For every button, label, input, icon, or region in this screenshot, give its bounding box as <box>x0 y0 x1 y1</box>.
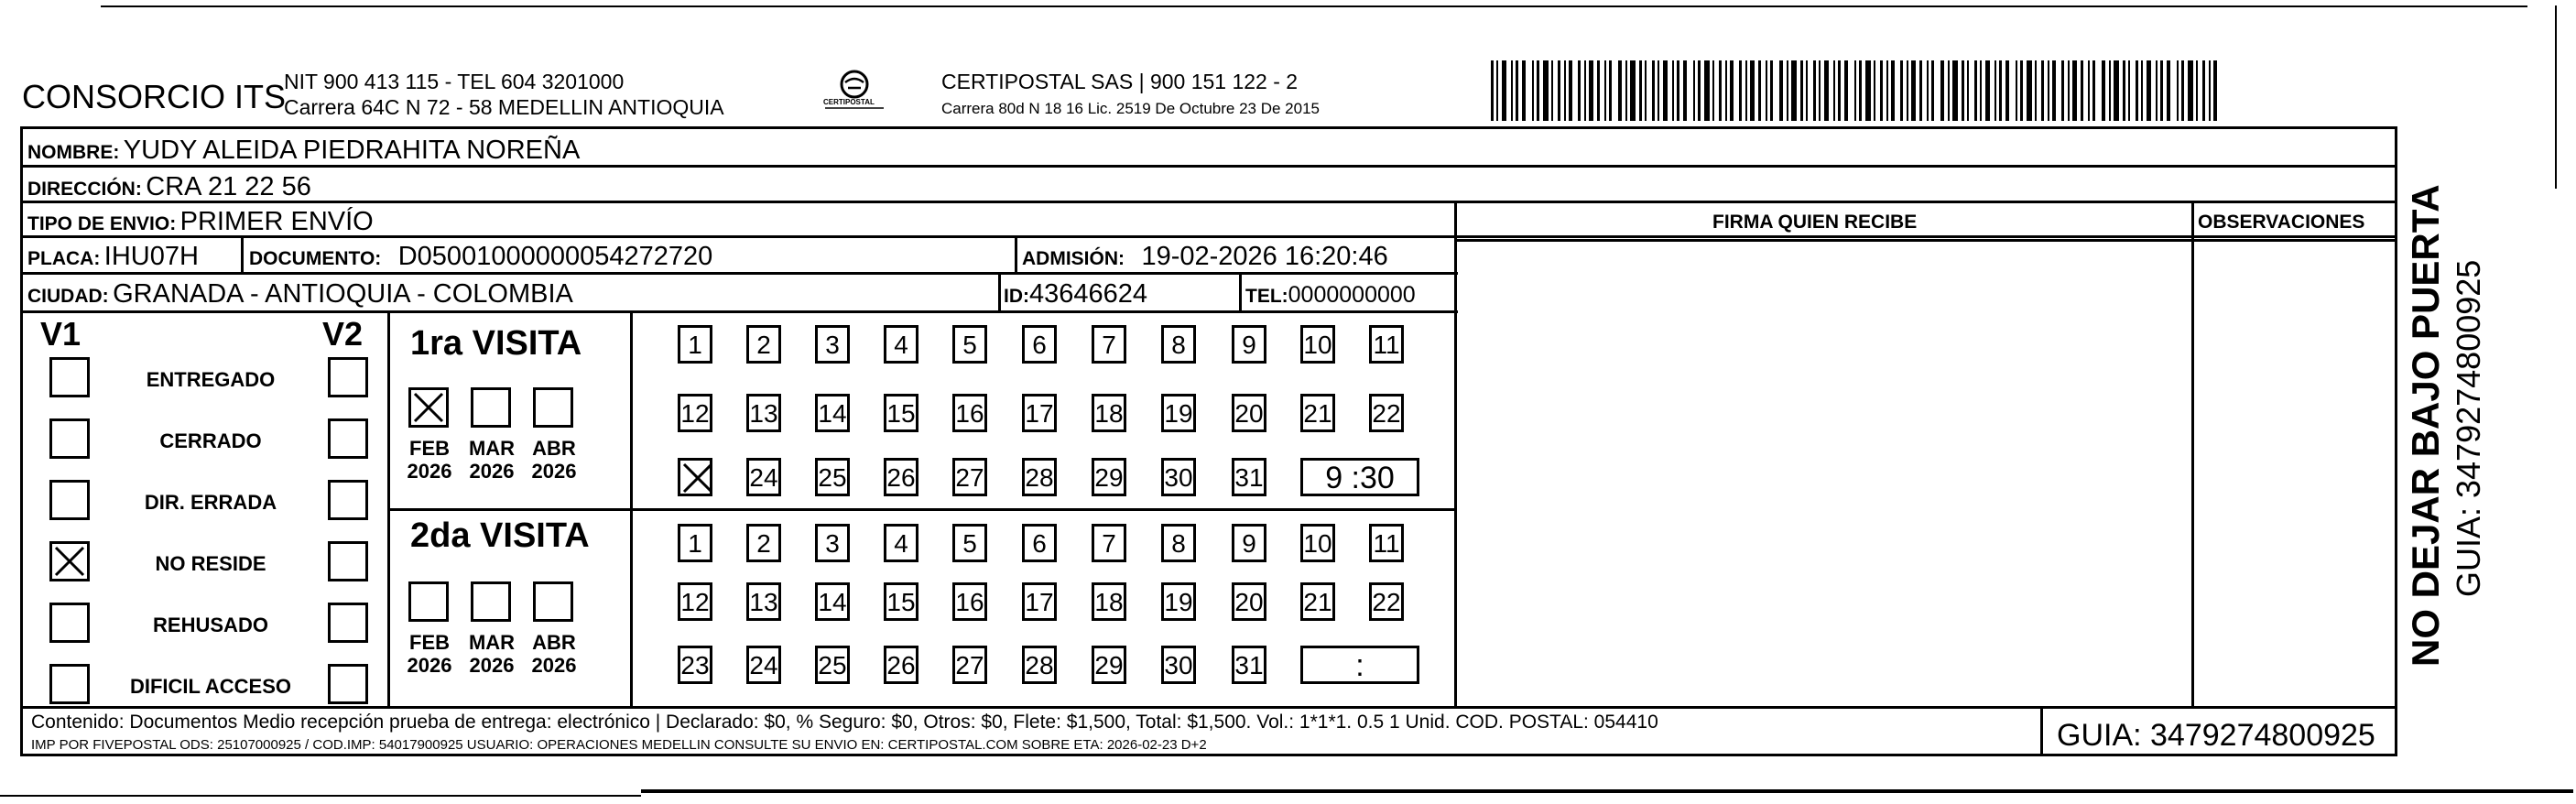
cut-line-bottom <box>0 795 641 797</box>
month-name: MAR <box>468 631 516 654</box>
barcode-bar <box>1739 60 1742 121</box>
barcode-bar <box>1824 60 1829 121</box>
barcode-bar <box>2181 60 2184 121</box>
footer-divider <box>2040 706 2043 756</box>
first-visit-day[interactable]: 14 <box>815 394 850 432</box>
documento-label: DOCUMENTO: <box>249 248 382 269</box>
barcode-bar <box>1838 60 1841 121</box>
ciudad-label: CIUDAD: <box>27 286 109 307</box>
second-visit-day[interactable]: 14 <box>815 582 850 621</box>
cell-divider <box>241 237 244 274</box>
barcode-bar <box>1730 60 1734 121</box>
barcode-bar <box>1750 60 1755 121</box>
id-label: ID: <box>1004 286 1029 307</box>
side-guia: GUIA: 3479274800925 <box>2450 259 2487 597</box>
second-visit-day[interactable]: 28 <box>1022 646 1057 684</box>
placa-label: PLACA: <box>27 248 101 269</box>
cell-divider <box>1239 274 1242 312</box>
barcode-bar <box>1496 60 1498 121</box>
month-label <box>397 437 462 483</box>
first-visit-day[interactable]: 26 <box>884 458 918 496</box>
v2-checkbox[interactable] <box>328 541 368 581</box>
first-visit-day[interactable]: 12 <box>678 394 712 432</box>
first-visit-day[interactable]: 21 <box>1300 394 1335 432</box>
barcode-bar <box>2114 60 2119 121</box>
nombre-label: NOMBRE: <box>27 142 120 163</box>
second-visit-time[interactable]: : <box>1300 646 1419 684</box>
barcode-bar <box>1900 60 1903 121</box>
row-divider <box>20 310 1458 313</box>
first-visit-day[interactable]: 27 <box>952 458 987 496</box>
ciudad-field <box>27 281 573 308</box>
second-visit-day[interactable]: 24 <box>746 646 781 684</box>
barcode-bar <box>1952 60 1958 121</box>
first-visit-day[interactable] <box>678 458 712 496</box>
second-visit-day[interactable]: 4 <box>884 524 918 562</box>
second-visit-day[interactable]: 9 <box>1232 524 1266 562</box>
first-visit-day[interactable]: 11 <box>1369 325 1404 364</box>
barcode-bar <box>1532 60 1534 121</box>
barcode-bar <box>2188 60 2193 121</box>
first-visit-time[interactable]: 9 :30 <box>1300 458 1419 496</box>
second-visit-month-checkbox[interactable] <box>408 581 449 622</box>
side-warning: NO DEJAR BAJO PUERTA <box>2404 184 2447 667</box>
first-visit-month-checkbox[interactable] <box>533 387 573 428</box>
month-name: MAR <box>468 437 516 460</box>
barcode-bar <box>1931 60 1934 121</box>
barcode-bar <box>1645 60 1647 121</box>
barcode-bar <box>1609 60 1612 121</box>
barcode-bar <box>1854 60 1856 121</box>
first-visit-day[interactable]: 3 <box>815 325 850 364</box>
month-label <box>460 437 524 483</box>
direccion-label: DIRECCIÓN: <box>27 179 142 200</box>
second-visit-day[interactable]: 23 <box>678 646 712 684</box>
barcode-bar <box>2141 60 2143 121</box>
barcode-bar <box>1719 60 1722 121</box>
second-visit-day[interactable]: 29 <box>1092 646 1126 684</box>
barcode-bar <box>2035 60 2037 121</box>
second-visit-day[interactable]: 27 <box>952 646 987 684</box>
first-visit-day[interactable]: 31 <box>1232 458 1266 496</box>
month-name: FEB <box>409 437 450 460</box>
second-visit-day[interactable]: 12 <box>678 582 712 621</box>
row-divider <box>20 165 2397 168</box>
first-visit-day[interactable]: 19 <box>1161 394 1196 432</box>
company-name: CONSORCIO ITS <box>22 78 287 115</box>
v2-checkbox[interactable] <box>328 480 368 520</box>
first-visit-day[interactable]: 24 <box>746 458 781 496</box>
second-visit-day[interactable]: 19 <box>1161 582 1196 621</box>
v2-checkbox[interactable] <box>328 418 368 459</box>
second-visit-day[interactable]: 1 <box>678 524 712 562</box>
visit-row-divider <box>387 508 1456 511</box>
tipo-label: TIPO DE ENVIO: <box>27 213 177 234</box>
second-visit-day[interactable]: 30 <box>1161 646 1196 684</box>
second-visit-month-checkbox[interactable] <box>471 581 511 622</box>
barcode-bar <box>2016 60 2017 121</box>
barcode-bar <box>1698 60 1701 121</box>
second-visit-day[interactable]: 16 <box>952 582 987 621</box>
v2-checkbox[interactable] <box>328 664 368 704</box>
cell-divider <box>1015 237 1017 274</box>
first-visit-day[interactable]: 5 <box>952 325 987 364</box>
company-address: Carrera 64C N 72 - 58 MEDELLIN ANTIOQUIA <box>284 95 724 119</box>
status-option-label: ENTREGADO <box>146 368 276 391</box>
cut-line-bottom <box>641 789 2573 793</box>
first-visit-month-checkbox[interactable] <box>471 387 511 428</box>
v1-checkbox[interactable] <box>49 418 90 459</box>
first-visit-day[interactable]: 8 <box>1161 325 1196 364</box>
certipostal-line: CERTIPOSTAL SAS | 900 151 122 - 2 <box>941 70 1299 93</box>
second-visit-day[interactable]: 15 <box>884 582 918 621</box>
cell-divider <box>998 274 1001 312</box>
row-divider <box>20 235 2397 238</box>
barcode-bar <box>1948 60 1950 121</box>
barcode-bar <box>1859 60 1862 121</box>
first-visit-day[interactable]: 7 <box>1092 325 1126 364</box>
barcode-bar <box>1880 60 1883 121</box>
first-visit-day[interactable]: 16 <box>952 394 987 432</box>
second-visit-day[interactable]: 11 <box>1369 524 1404 562</box>
barcode-bar <box>2196 60 2198 121</box>
barcode-bar <box>1584 60 1586 121</box>
documento-field <box>249 244 712 270</box>
barcode-bar <box>1758 60 1761 121</box>
barcode-bar <box>1907 60 1908 121</box>
month-year: 2026 <box>407 654 452 678</box>
first-visit-day[interactable]: 13 <box>746 394 781 432</box>
second-visit-day[interactable]: 7 <box>1092 524 1126 562</box>
col-divider <box>1454 201 1457 709</box>
first-visit-day[interactable]: 17 <box>1022 394 1057 432</box>
barcode-bar <box>1974 60 1977 121</box>
v1-checkbox[interactable] <box>49 357 90 397</box>
barcode-bar <box>1693 60 1695 121</box>
second-visit-day[interactable]: 25 <box>815 646 850 684</box>
second-visit-title: 2da VISITA <box>410 516 590 555</box>
barcode-bar <box>1663 60 1668 121</box>
barcode-bar <box>2109 60 2111 121</box>
first-visit-day[interactable]: 30 <box>1161 458 1196 496</box>
barcode-bar <box>1800 60 1803 121</box>
second-visit-day[interactable]: 20 <box>1232 582 1266 621</box>
direccion-field <box>27 174 311 201</box>
company-nit: NIT 900 413 115 - TEL 604 3201000 <box>284 70 625 93</box>
second-visit-day[interactable]: 5 <box>952 524 987 562</box>
second-visit-day[interactable]: 26 <box>884 646 918 684</box>
barcode-bar <box>1597 60 1600 121</box>
barcode-bar <box>1725 60 1727 121</box>
barcode-bar <box>1522 60 1526 121</box>
month-label <box>522 631 586 678</box>
barcode <box>1491 60 2217 121</box>
barcode-bar <box>1891 60 1895 121</box>
first-visit-day[interactable]: 25 <box>815 458 850 496</box>
ciudad-value: GRANADA - ANTIOQUIA - COLOMBIA <box>113 279 573 309</box>
month-name: ABR <box>532 437 576 460</box>
barcode-bar <box>2202 60 2205 121</box>
barcode-bar <box>1766 60 1767 121</box>
id-field <box>1004 281 1147 308</box>
row-divider <box>20 272 1458 275</box>
first-visit-day[interactable]: 2 <box>746 325 781 364</box>
month-year: 2026 <box>469 654 515 678</box>
barcode-bar <box>1779 60 1783 121</box>
barcode-bar <box>2027 60 2032 121</box>
barcode-bar <box>1502 60 1506 121</box>
barcode-bar <box>2005 60 2009 121</box>
barcode-bar <box>1639 60 1642 121</box>
barcode-bar <box>2092 60 2095 121</box>
contenido-text: Contenido: Documentos Medio recepción prueba de entrega: electrónico | Declarado: $0, % Seguro: $0, Otros: $0, Flete: $1,500, Total: $1,500. Vol.: 1*1*1. 0.5 1 Unid. COD. POSTAL: 054410 <box>31 712 1658 733</box>
barcode-bar <box>1704 60 1710 121</box>
barcode-bar <box>2177 60 2179 121</box>
barcode-bar <box>2128 60 2130 121</box>
barcode-bar <box>2072 60 2077 121</box>
barcode-bar <box>2160 60 2163 121</box>
barcode-bar <box>2209 60 2211 121</box>
month-name: ABR <box>532 631 576 654</box>
firma-header: FIRMA QUIEN RECIBE <box>1712 212 1918 233</box>
barcode-bar <box>1770 60 1773 121</box>
barcode-bar <box>1625 60 1627 121</box>
barcode-bar <box>1658 60 1659 121</box>
row-divider <box>20 201 2397 203</box>
nombre-field <box>27 137 580 164</box>
status-option-label: NO RESIDE <box>155 552 266 575</box>
barcode-bar <box>1630 60 1636 121</box>
cut-line-right <box>2555 5 2557 189</box>
barcode-bar <box>2081 60 2083 121</box>
admision-field <box>1022 244 1388 270</box>
barcode-bar <box>1569 60 1572 121</box>
second-visit-day[interactable]: 8 <box>1161 524 1196 562</box>
barcode-bar <box>1967 60 1969 121</box>
second-visit-day[interactable]: 31 <box>1232 646 1266 684</box>
placa-value: IHU07H <box>103 242 199 271</box>
month-year: 2026 <box>407 460 452 483</box>
barcode-bar <box>1558 60 1560 121</box>
barcode-bar <box>1604 60 1606 121</box>
barcode-bar <box>1999 60 2002 121</box>
v2-heading: V2 <box>322 315 364 353</box>
barcode-bar <box>2156 60 2158 121</box>
admision-value: 19-02-2026 16:20:46 <box>1141 242 1388 271</box>
second-visit-day[interactable]: 3 <box>815 524 850 562</box>
barcode-bar <box>1516 60 1518 121</box>
barcode-bar <box>1819 60 1821 121</box>
barcode-bar <box>2136 60 2138 121</box>
barcode-bar <box>2061 60 2064 121</box>
barcode-bar <box>1919 60 1922 121</box>
first-visit-day[interactable]: 10 <box>1300 325 1335 364</box>
barcode-bar <box>2048 60 2049 121</box>
col-divider <box>2191 201 2194 709</box>
first-visit-day[interactable]: 28 <box>1022 458 1057 496</box>
barcode-bar <box>1874 60 1875 121</box>
month-label <box>522 437 586 483</box>
barcode-bar <box>1813 60 1816 121</box>
tipo-value: PRIMER ENVÍO <box>179 207 374 236</box>
barcode-bar <box>1980 60 1982 121</box>
barcode-bar <box>1745 60 1747 121</box>
barcode-bar <box>1652 60 1655 121</box>
barcode-bar <box>1833 60 1835 121</box>
month-year: 2026 <box>531 654 577 678</box>
nombre-value: YUDY ALEIDA PIEDRAHITA NOREÑA <box>123 136 581 165</box>
barcode-bar <box>2167 60 2170 121</box>
barcode-bar <box>1994 60 1996 121</box>
barcode-bar <box>1712 60 1714 121</box>
second-visit-day[interactable]: 21 <box>1300 582 1335 621</box>
barcode-bar <box>2020 60 2023 121</box>
barcode-bar <box>1886 60 1888 121</box>
main-frame <box>20 126 2397 756</box>
barcode-bar <box>2102 60 2105 121</box>
v2-checkbox[interactable] <box>328 357 368 397</box>
barcode-bar <box>2052 60 2056 121</box>
first-visit-day[interactable]: 29 <box>1092 458 1126 496</box>
first-visit-title: 1ra VISITA <box>410 324 582 363</box>
barcode-bar <box>1791 60 1797 121</box>
second-visit-month-checkbox[interactable] <box>533 581 573 622</box>
barcode-bar <box>2088 60 2090 121</box>
v1-checkbox[interactable] <box>49 603 90 643</box>
barcode-bar <box>1551 60 1553 121</box>
barcode-bar <box>1618 60 1622 121</box>
v1-checkbox[interactable] <box>49 480 90 520</box>
tel-value: 0000000000 <box>1288 282 1416 308</box>
status-option-label: DIR. ERRADA <box>144 491 277 514</box>
first-visit-day[interactable]: 18 <box>1092 394 1126 432</box>
month-year: 2026 <box>469 460 515 483</box>
placa-field <box>27 244 199 270</box>
month-label <box>397 631 462 678</box>
barcode-bar <box>1940 60 1944 121</box>
footer-guia: GUIA: 3479274800925 <box>2057 718 2375 753</box>
documento-value: D05001000000054272720 <box>397 242 713 271</box>
first-visit-day[interactable]: 4 <box>884 325 918 364</box>
direccion-value: CRA 21 22 56 <box>146 172 311 201</box>
id-value: 43646624 <box>1029 279 1148 309</box>
first-visit-day[interactable]: 15 <box>884 394 918 432</box>
barcode-bar <box>1844 60 1848 121</box>
second-visit-day[interactable]: 18 <box>1092 582 1126 621</box>
barcode-bar <box>1491 60 1494 121</box>
barcode-bar <box>1578 60 1581 121</box>
month-year: 2026 <box>531 460 577 483</box>
v1-heading: V1 <box>40 315 82 353</box>
header-divider <box>1454 239 2397 242</box>
second-visit-day[interactable]: 2 <box>746 524 781 562</box>
second-visit-day[interactable]: 17 <box>1022 582 1057 621</box>
cut-line-top <box>101 5 2527 7</box>
barcode-bar <box>1985 60 1990 121</box>
barcode-bar <box>1589 60 1593 121</box>
v1-checkbox[interactable] <box>49 664 90 704</box>
first-visit-day[interactable]: 20 <box>1232 394 1266 432</box>
imp-text: IMP POR FIVEPOSTAL ODS: 25107000925 / COD.IMP: 54017900925 USUARIO: OPERACIONES MEDELLIN CONSULTE SU ENVIO EN: CERTIPOSTAL.COM SOBRE ETA: 2026-02-23 D+2 <box>31 737 1207 753</box>
v2-checkbox[interactable] <box>328 603 368 643</box>
barcode-bar <box>1511 60 1513 121</box>
second-visit-day[interactable]: 13 <box>746 582 781 621</box>
observaciones-header: OBSERVACIONES <box>2198 212 2365 233</box>
month-name: FEB <box>409 631 450 654</box>
barcode-bar <box>2041 60 2044 121</box>
first-visit-day[interactable]: 1 <box>678 325 712 364</box>
tel-label: TEL: <box>1245 286 1288 307</box>
tipo-field <box>27 209 374 235</box>
barcode-bar <box>1564 60 1566 121</box>
barcode-bar <box>1962 60 1964 121</box>
first-visit-day[interactable]: 9 <box>1232 325 1266 364</box>
first-visit-day[interactable]: 6 <box>1022 325 1057 364</box>
barcode-bar <box>2123 60 2125 121</box>
barcode-bar <box>1537 60 1539 121</box>
first-visit-day[interactable]: 22 <box>1369 394 1404 432</box>
barcode-bar <box>1865 60 1871 121</box>
barcode-bar <box>2147 60 2151 121</box>
first-visit-month-checkbox[interactable] <box>408 387 449 428</box>
barcode-bar <box>1543 60 1549 121</box>
barcode-bar <box>1927 60 1929 121</box>
second-visit-day[interactable]: 10 <box>1300 524 1335 562</box>
status-option-label: REHUSADO <box>153 614 268 636</box>
barcode-bar <box>1787 60 1788 121</box>
v1-checkbox[interactable] <box>49 541 90 581</box>
barcode-bar <box>1677 60 1679 121</box>
admision-label: ADMISIÓN: <box>1022 248 1125 269</box>
barcode-bar <box>1672 60 1674 121</box>
certipostal-logo <box>818 68 891 119</box>
second-visit-day[interactable]: 6 <box>1022 524 1057 562</box>
status-option-label: DIFICIL ACCESO <box>129 675 291 698</box>
barcode-bar <box>2068 60 2070 121</box>
logo-lettering: CERTIPOSTAL <box>823 98 875 106</box>
month-label <box>460 631 524 678</box>
barcode-bar <box>2213 60 2217 121</box>
barcode-bar <box>1911 60 1916 121</box>
tel-field <box>1245 284 1416 307</box>
certipostal-address: Carrera 80d N 18 16 Lic. 2519 De Octubre 23 De 2015 <box>941 100 1320 117</box>
status-option-label: CERRADO <box>159 429 262 452</box>
barcode-bar <box>1806 60 1808 121</box>
barcode-bar <box>1683 60 1687 121</box>
second-visit-day[interactable]: 22 <box>1369 582 1404 621</box>
